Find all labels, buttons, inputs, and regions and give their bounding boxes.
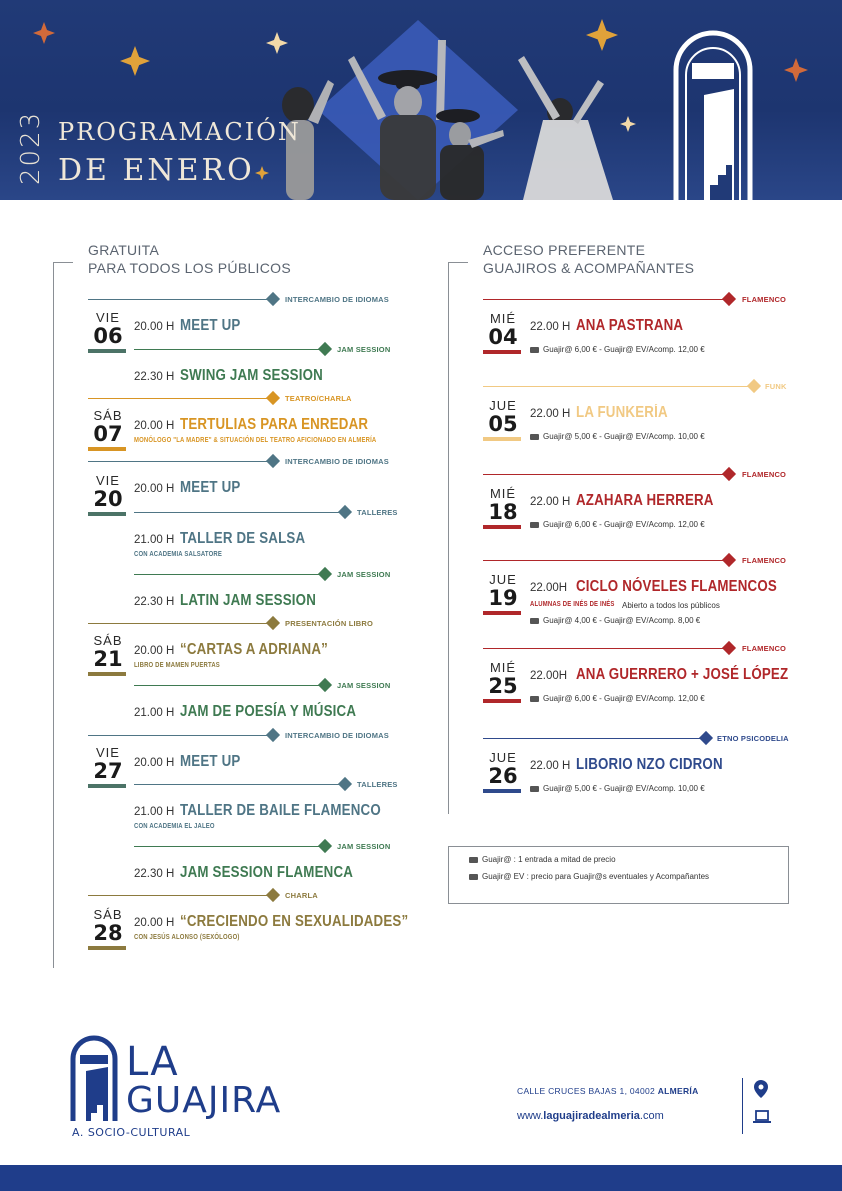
day-number: 05 <box>488 412 518 436</box>
right-column-bracket <box>448 262 468 814</box>
category-tag: PRESENTACIÓN LIBRO <box>285 619 374 628</box>
event-price <box>530 694 705 703</box>
page-title-line1: PROGRAMACIÓN <box>58 118 301 146</box>
event-time: 22.00H <box>530 582 568 594</box>
diamond-icon <box>318 342 332 356</box>
category-rule <box>483 474 728 475</box>
category-rule <box>483 386 753 387</box>
category-tag: JAM SESSION <box>337 570 391 579</box>
day-number: 25 <box>488 674 518 698</box>
event-time: 20.00 H <box>134 645 175 657</box>
left-heading-line2: PARA TODOS LOS PÚBLICOS <box>88 260 291 276</box>
price-text: Guajir@ 6,00 € - Guajir@ EV/Acomp. 12,00 € <box>543 345 705 354</box>
category-rule <box>483 738 705 739</box>
diamond-icon <box>338 505 352 519</box>
date-underline <box>88 672 126 676</box>
date-block <box>88 311 128 353</box>
day-number: 27 <box>93 759 123 783</box>
event-time: 22.30 H <box>134 868 175 880</box>
date-underline <box>483 437 521 441</box>
category-tag: INTERCAMBIO DE IDIOMAS <box>285 457 389 466</box>
diamond-icon <box>266 616 280 630</box>
legend-text: Guajir@ EV : precio para Guajir@s eventuales y Acompañantes <box>482 872 710 881</box>
right-column-heading <box>483 241 694 277</box>
day-number: 19 <box>488 586 518 610</box>
star-icon <box>784 58 808 82</box>
weekday: SÁB <box>93 633 123 648</box>
category-rule <box>88 735 272 736</box>
weekday: MIÉ <box>489 311 517 326</box>
event-note: ALUMNAS DE INÉS DE INÉS <box>530 601 615 608</box>
weekday: MIÉ <box>489 486 517 501</box>
diamond-icon <box>722 292 736 306</box>
event-time: 21.00 H <box>134 707 175 719</box>
address-city: ALMERÍA <box>657 1086 699 1096</box>
date-block <box>88 634 128 676</box>
website-link[interactable] <box>517 1110 664 1122</box>
location-pin-icon <box>754 1080 768 1098</box>
event-subtitle: LIBRO DE MAMEN PUERTAS <box>134 662 220 669</box>
event-time: 21.00 H <box>134 806 175 818</box>
event-price <box>530 432 705 441</box>
category-tag: FLAMENCO <box>742 556 787 565</box>
day-number: 18 <box>488 500 518 524</box>
category-rule <box>88 461 272 462</box>
diamond-icon <box>722 641 736 655</box>
category-rule <box>88 623 272 624</box>
category-tag: INTERCAMBIO DE IDIOMAS <box>285 295 389 304</box>
diamond-icon <box>266 391 280 405</box>
day-number: 07 <box>93 422 123 446</box>
date-underline <box>483 350 521 354</box>
page-title-line2: DE ENERO <box>58 153 255 188</box>
event-time: 22.00 H <box>530 321 571 333</box>
category-tag: CHARLA <box>285 891 318 900</box>
event-title: MEET UP <box>180 317 241 334</box>
category-rule <box>88 299 272 300</box>
weekday: VIE <box>96 745 120 760</box>
event-title: TERTULIAS PARA ENREDAR <box>180 416 369 433</box>
category-tag: FLAMENCO <box>742 470 787 479</box>
diamond-icon <box>338 777 352 791</box>
laptop-icon <box>753 1110 771 1124</box>
diamond-icon <box>266 454 280 468</box>
category-rule <box>483 560 728 561</box>
category-rule <box>88 398 272 399</box>
event-title: ANA GUERRERO + JOSÉ LÓPEZ <box>576 666 789 683</box>
diamond-icon <box>266 728 280 742</box>
date-block <box>88 908 128 950</box>
category-tag: TALLERES <box>357 508 398 517</box>
category-tag: JAM SESSION <box>337 842 391 851</box>
date-underline <box>483 699 521 703</box>
date-block <box>483 573 523 615</box>
category-tag: FUNK <box>765 382 787 391</box>
right-heading-line1: ACCESO PREFERENTE <box>483 242 646 258</box>
diamond-icon <box>318 567 332 581</box>
event-subtitle: CON ACADEMIA SALSATORE <box>134 551 223 558</box>
diamond-icon <box>722 553 736 567</box>
legend-text: Guajir@ : 1 entrada a mitad de precio <box>482 855 616 864</box>
event-title: CICLO NÓVELES FLAMENCOS <box>576 578 777 595</box>
day-number: 06 <box>93 324 123 348</box>
door-logo-icon <box>70 1033 118 1121</box>
event-title: “CARTAS A ADRIANA” <box>180 641 329 658</box>
category-tag: INTERCAMBIO DE IDIOMAS <box>285 731 389 740</box>
event-time: 22.30 H <box>134 371 175 383</box>
ticket-icon <box>530 696 539 702</box>
footer-bar <box>0 1165 842 1191</box>
event-time: 22.00 H <box>530 408 571 420</box>
category-rule <box>134 574 324 575</box>
web-prefix: www. <box>517 1110 544 1122</box>
year-label: 2023 <box>16 110 46 185</box>
event-time: 22.00 H <box>530 496 571 508</box>
event-time: 20.00 H <box>134 757 175 769</box>
star-icon <box>33 22 55 44</box>
ticket-icon <box>530 347 539 353</box>
event-note-open: Abierto a todos los públicos <box>622 601 720 610</box>
category-tag: FLAMENCO <box>742 295 787 304</box>
day-number: 04 <box>488 325 518 349</box>
ticket-icon <box>530 786 539 792</box>
day-number: 21 <box>93 647 123 671</box>
event-title: LATIN JAM SESSION <box>180 592 317 609</box>
day-number: 28 <box>93 921 123 945</box>
price-legend <box>448 846 789 904</box>
diamond-icon <box>266 888 280 902</box>
event-time: 20.00 H <box>134 917 175 929</box>
event-title: MEET UP <box>180 479 241 496</box>
event-title: TALLER DE BAILE FLAMENCO <box>180 802 381 819</box>
event-title: “CRECIENDO EN SEXUALIDADES” <box>180 913 409 930</box>
price-text: Guajir@ 5,00 € - Guajir@ EV/Acomp. 10,00 € <box>543 432 705 441</box>
weekday: JUE <box>489 398 517 413</box>
date-underline <box>483 611 521 615</box>
star-icon <box>120 45 150 77</box>
logo-text-line1: LA <box>126 1039 179 1085</box>
weekday: VIE <box>96 310 120 325</box>
left-column-bracket <box>53 262 73 968</box>
category-rule <box>88 895 272 896</box>
category-tag: JAM SESSION <box>337 345 391 354</box>
address-street: CALLE CRUCES BAJAS 1, 04002 <box>517 1086 658 1096</box>
ticket-icon <box>530 522 539 528</box>
event-time: 20.00 H <box>134 321 175 333</box>
event-title: JAM DE POESÍA Y MÚSICA <box>180 703 357 720</box>
diamond-icon <box>699 731 713 745</box>
logo-text-line2: GUAJIRA <box>126 1080 282 1121</box>
address <box>517 1086 699 1096</box>
diamond-icon <box>722 467 736 481</box>
event-price <box>530 784 705 793</box>
category-tag: TALLERES <box>357 780 398 789</box>
category-rule <box>483 299 728 300</box>
date-block <box>483 487 523 529</box>
event-title: ANA PASTRANA <box>576 317 684 334</box>
date-underline <box>88 447 126 451</box>
category-rule <box>134 685 324 686</box>
date-block <box>88 409 128 451</box>
weekday: JUE <box>489 750 517 765</box>
event-time: 22.00 H <box>530 760 571 772</box>
category-rule <box>483 648 728 649</box>
date-block <box>483 312 523 354</box>
footer-divider <box>742 1078 743 1134</box>
price-text: Guajir@ 6,00 € - Guajir@ EV/Acomp. 12,00 € <box>543 520 705 529</box>
left-heading-line1: GRATUITA <box>88 242 160 258</box>
date-underline <box>88 349 126 353</box>
category-tag: ETNO PSICODELIA <box>717 734 789 743</box>
diamond-icon <box>318 678 332 692</box>
door-logo-icon <box>670 15 756 200</box>
event-time: 21.00 H <box>134 534 175 546</box>
star-icon <box>255 166 269 180</box>
right-heading-line2: GUAJIROS & ACOMPAÑANTES <box>483 260 695 276</box>
weekday: VIE <box>96 473 120 488</box>
event-subtitle: CON ACADEMIA EL JALEO <box>134 823 215 830</box>
date-block <box>88 746 128 788</box>
date-block <box>483 661 523 703</box>
weekday: SÁB <box>93 907 123 922</box>
ticket-icon <box>469 857 478 863</box>
legend-item <box>469 872 788 881</box>
event-price <box>530 520 705 529</box>
event-title: AZAHARA HERRERA <box>576 492 714 509</box>
weekday: SÁB <box>93 408 123 423</box>
day-number: 20 <box>93 487 123 511</box>
date-underline <box>483 789 521 793</box>
event-time: 20.00 H <box>134 483 175 495</box>
category-rule <box>134 512 344 513</box>
weekday: MIÉ <box>489 660 517 675</box>
category-rule <box>134 846 324 847</box>
header-banner <box>0 0 842 200</box>
event-price <box>530 345 705 354</box>
web-domain: laguajiradealmeria <box>543 1110 640 1122</box>
event-time: 22.00H <box>530 670 568 682</box>
diamond-icon <box>266 292 280 306</box>
date-underline <box>483 525 521 529</box>
diamond-icon <box>318 839 332 853</box>
date-block <box>88 474 128 516</box>
category-tag: TEATRO/CHARLA <box>285 394 352 403</box>
ticket-icon <box>530 434 539 440</box>
legend-item <box>469 855 788 864</box>
category-tag: FLAMENCO <box>742 644 787 653</box>
left-column-heading <box>88 241 291 277</box>
event-subtitle: MONÓLOGO "LA MADRE" & SITUACIÓN DEL TEATRO AFICIONADO EN ALMERÍA <box>134 437 377 444</box>
logo-subtitle: A. SOCIO-CULTURAL <box>72 1126 191 1139</box>
day-number: 26 <box>488 764 518 788</box>
category-rule <box>134 784 344 785</box>
category-rule <box>134 349 324 350</box>
web-suffix: .com <box>639 1110 664 1122</box>
ticket-icon <box>530 618 539 624</box>
diamond-icon <box>747 379 761 393</box>
event-title: LIBORIO NZO CIDRON <box>576 756 723 773</box>
event-title: JAM SESSION FLAMENCA <box>180 864 354 881</box>
ticket-icon <box>469 874 478 880</box>
price-text: Guajir@ 5,00 € - Guajir@ EV/Acomp. 10,00 € <box>543 784 705 793</box>
event-time: 20.00 H <box>134 420 175 432</box>
date-underline <box>88 512 126 516</box>
event-title: TALLER DE SALSA <box>180 530 306 547</box>
date-block <box>483 399 523 441</box>
date-underline <box>88 784 126 788</box>
date-underline <box>88 946 126 950</box>
category-tag: JAM SESSION <box>337 681 391 690</box>
event-title: LA FUNKERÍA <box>576 404 668 421</box>
event-subtitle: CON JESÚS ALONSO (SEXÓLOGO) <box>134 934 240 941</box>
price-text: Guajir@ 4,00 € - Guajir@ EV/Acomp. 8,00 € <box>543 616 701 625</box>
event-price <box>530 616 700 625</box>
weekday: JUE <box>489 572 517 587</box>
event-time: 22.30 H <box>134 596 175 608</box>
date-block <box>483 751 523 793</box>
event-title: SWING JAM SESSION <box>180 367 323 384</box>
event-title: MEET UP <box>180 753 241 770</box>
dancers-photo <box>268 20 648 200</box>
price-text: Guajir@ 6,00 € - Guajir@ EV/Acomp. 12,00 € <box>543 694 705 703</box>
